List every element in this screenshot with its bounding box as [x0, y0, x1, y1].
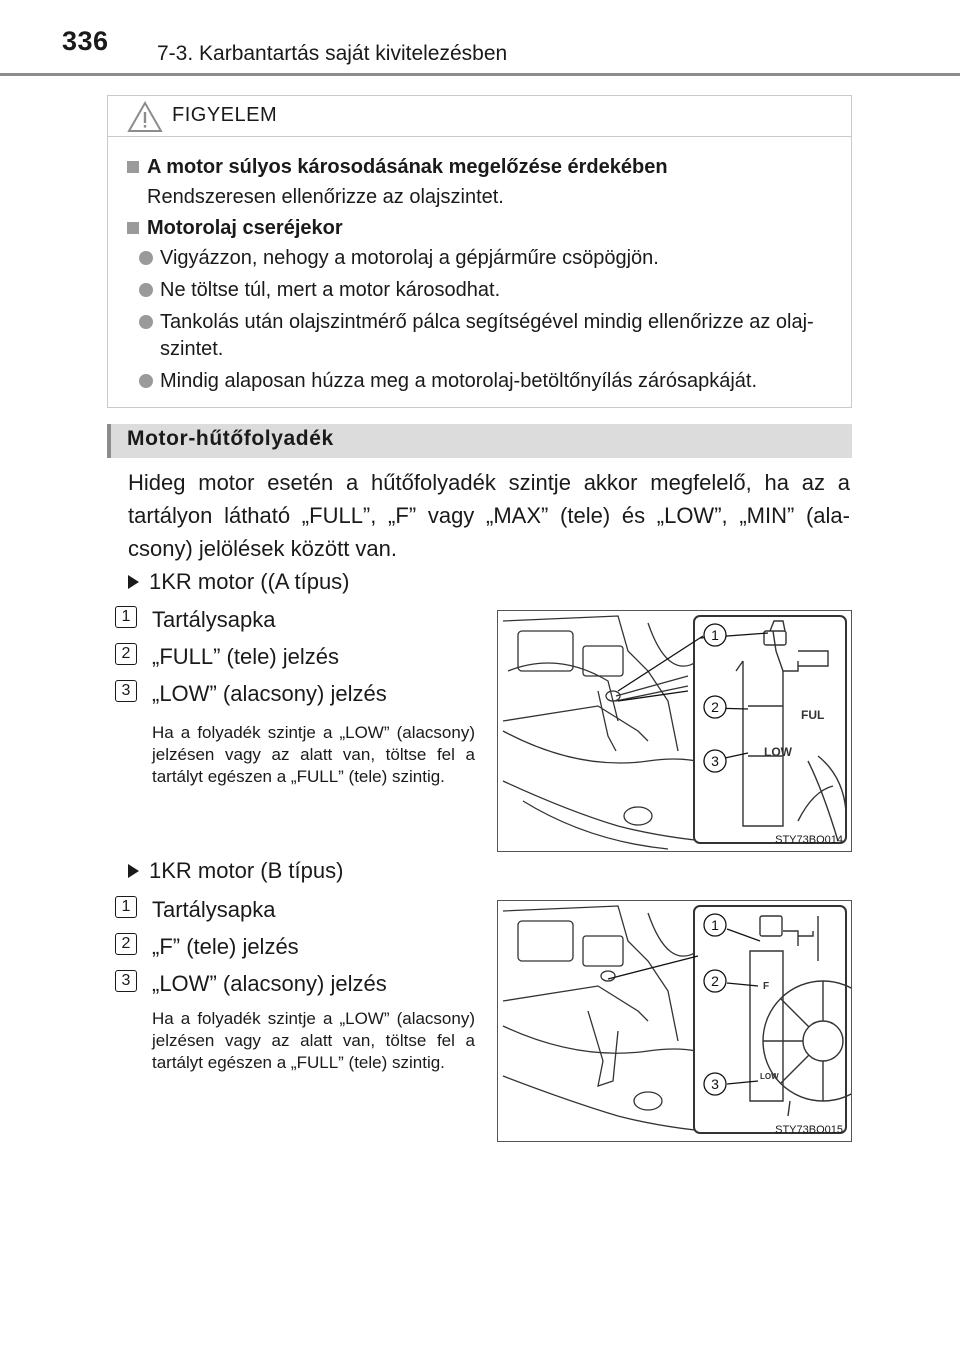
callout-2: 2	[711, 699, 719, 715]
note-text: Ha a folyadék szintje a „LOW” (alacsony) jelzésen vagy az alatt van, töltse fel a tartályt egészen a „FULL” (tele) szintig.	[152, 723, 475, 786]
page-number: 336	[62, 26, 109, 56]
warning-block-text: Rendszeresen ellenőrizze az olajszintet.	[147, 186, 504, 208]
warning-bullet: Vigyázzon, nehogy a motorolaj a gépjárműre csöpögjön.	[139, 244, 659, 272]
warning-bullet: Tankolás után olajszintmérő pálca segítségével mindig ellenőrizze az olaj-	[139, 308, 814, 336]
variant-title: 1KR motor (B típus)	[128, 858, 343, 884]
warning-bullet-continuation: szintet.	[160, 338, 224, 360]
legend-item: „LOW” (alacsony) jelzés	[152, 681, 387, 706]
legend-item: Tartálysapka	[152, 607, 276, 632]
intro-paragraph: Hideg motor esetén a hűtőfolyadék szintje akkor megfelelő, ha az a tartályon látható „FULL”, „F” vagy „MAX” (tele) és „LOW”, „MIN” (alacsony) jelölések között van.	[128, 470, 850, 561]
coolant-figure-a	[497, 610, 852, 852]
warning-bullet: Mindig alaposan húzza meg a motorolaj-betöltőnyílás zárósapkáját.	[139, 367, 757, 395]
callout-2: 2	[711, 973, 719, 989]
legend-item: „LOW” (alacsony) jelzés	[152, 971, 387, 996]
callout-number: 3	[115, 970, 137, 992]
round-bullet-icon	[139, 251, 153, 265]
variant-title: 1KR motor ((A típus)	[128, 569, 350, 595]
coolant-figure-b	[497, 900, 852, 1142]
legend-item: „FULL” (tele) jelzés	[152, 644, 340, 669]
square-bullet-icon	[127, 222, 139, 234]
section-heading-text: Motor-hűtőfolyadék	[127, 427, 334, 450]
warning-box	[107, 95, 852, 408]
warning-block-title: Motorolaj cseréjekor	[127, 214, 343, 242]
section-heading	[107, 424, 852, 458]
legend-item: Tartálysapka	[152, 897, 276, 922]
figure-code: STY73BO015	[775, 1124, 843, 1136]
engine-bay-illustration	[498, 611, 851, 851]
tank-f-label: F	[763, 981, 770, 992]
legend-item: „F” (tele) jelzés	[152, 934, 299, 959]
warning-label: FIGYELEM	[172, 104, 278, 126]
header-rule	[0, 73, 960, 76]
warning-triangle-icon	[127, 101, 163, 133]
note-text: Ha a folyadék szintje a „LOW” (alacsony) jelzésen vagy az alatt van, töltse fel a tartályt egészen a „FULL” (tele) szintig.	[152, 1009, 475, 1072]
section-title: 7-3. Karbantartás saját kivitelezésben	[157, 42, 508, 65]
callout-1: 1	[711, 627, 719, 643]
square-bullet-icon	[127, 161, 139, 173]
callout-number: 1	[115, 896, 137, 918]
figure-code: STY73BO014	[775, 834, 843, 846]
round-bullet-icon	[139, 283, 153, 297]
callout-number: 2	[115, 643, 137, 665]
callout-1: 1	[711, 917, 719, 933]
triangle-bullet-icon	[128, 864, 139, 878]
warning-bullet: Ne töltse túl, mert a motor károsodhat.	[139, 276, 500, 304]
callout-number: 2	[115, 933, 137, 955]
callout-number: 3	[115, 680, 137, 702]
tank-low-label: LOW	[764, 745, 792, 759]
callout-number: 1	[115, 606, 137, 628]
warning-block-title: A motor súlyos károsodásának megelőzése érdekében	[127, 153, 668, 181]
callout-3: 3	[711, 753, 719, 769]
tank-full-label: FUL	[801, 708, 825, 722]
triangle-bullet-icon	[128, 575, 139, 589]
engine-bay-illustration	[498, 901, 851, 1141]
warning-header	[108, 96, 851, 137]
callout-3: 3	[711, 1076, 719, 1092]
tank-low-label: LOW	[760, 1072, 779, 1081]
round-bullet-icon	[139, 374, 153, 388]
round-bullet-icon	[139, 315, 153, 329]
